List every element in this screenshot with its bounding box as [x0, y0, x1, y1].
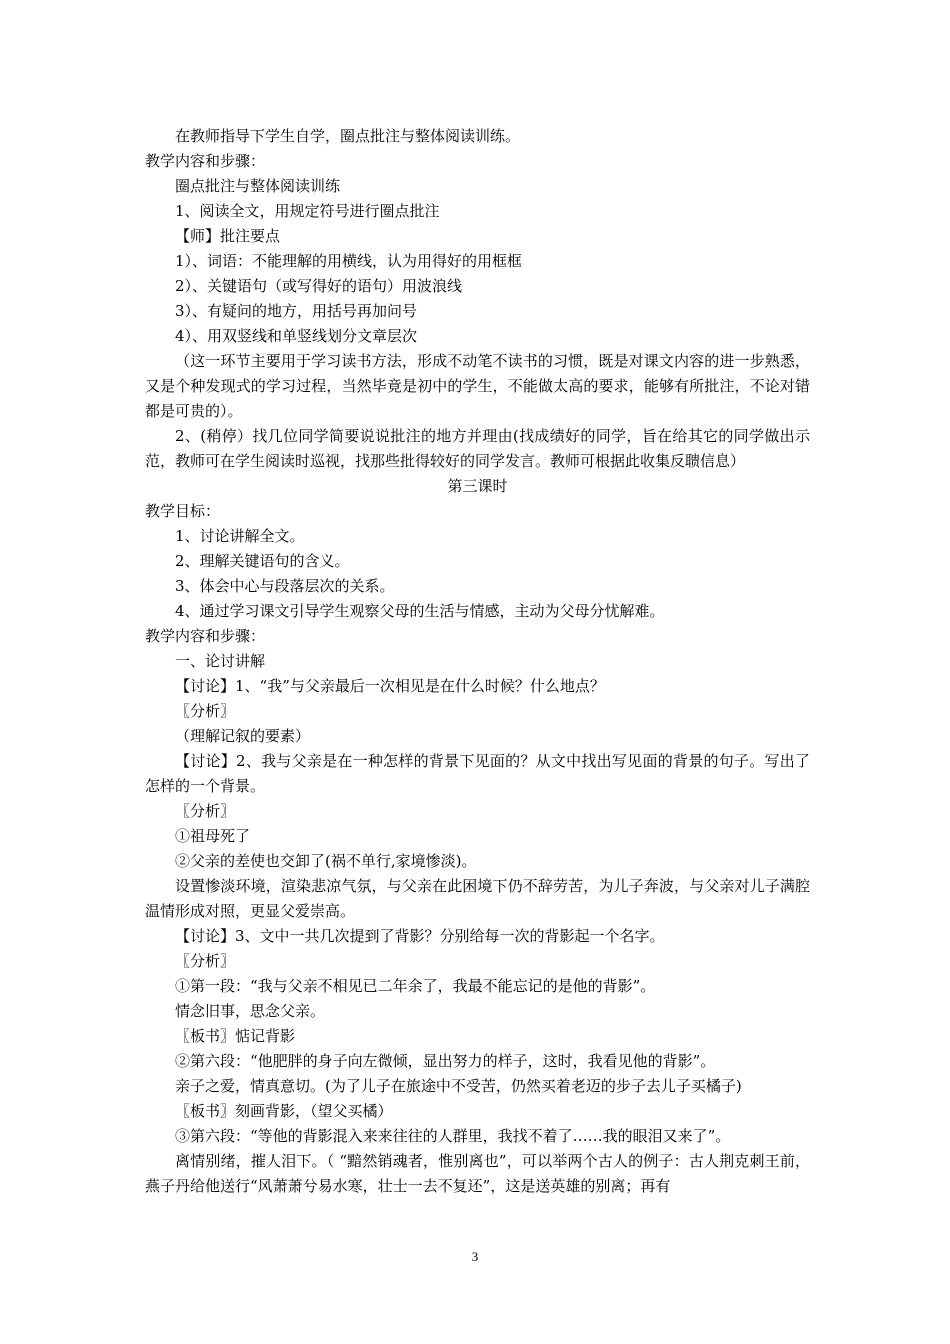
text-line: 圈点批注与整体阅读训练 [175, 177, 341, 195]
section-heading: 教学目标： [145, 502, 221, 520]
text-line: 一、论讨讲解 [175, 652, 266, 670]
list-item: 4、通过学习课文引导学生观察父母的生活与情感，主动为父母分忧解难。 [175, 602, 665, 620]
discussion-line: 【讨论】1、“我”与父亲最后一次相见是在什么时候？什么地点？ [175, 677, 605, 695]
list-item: 1、讨论讲解全文。 [175, 527, 305, 545]
list-item: 3、体会中心与段落层次的关系。 [175, 577, 395, 595]
discussion-paragraph: 【讨论】2、我与父亲是在一种怎样的背景下见面的？从文中找出写见面的背景的句子。写出了怎样的一个背景。 [145, 752, 810, 795]
page-number: 3 [471, 1249, 479, 1264]
text-line: 情念旧事，思念父亲。 [175, 1002, 326, 1020]
paragraph: 2、(稍停）找几位同学简要说说批注的地方并理由(找成绩好的同学，旨在给其它的同学做出示范，教师可在学生阅读时巡视，找那些批得较好的同学发言。教师可根据此收集反聩信息） [145, 427, 810, 470]
list-item: 4）、用双竖线和单竖线划分文章层次 [175, 327, 418, 345]
section-heading: 教学内容和步骤： [145, 152, 266, 170]
paragraph: （这一环节主要用于学习读书方法，形成不动笔不读书的习惯，既是对课文内容的进一步熟悉，又是个种发现式的学习过程，当然毕竟是初中的学生，不能做太高的要求，能够有所批注，不论对错都是可贵的）。 [145, 352, 810, 420]
text-line: 【师】批注要点 [175, 227, 281, 245]
board-note: 〖板书〗惦记背影 [175, 1027, 296, 1045]
text-line: ③第六段：“等他的背影混入来来往往的人群里，我找不着了……我的眼泪又来了”。 [175, 1127, 731, 1145]
text-line: ①第一段：“我与父亲不相见已二年余了，我最不能忘记的是他的背影”。 [175, 977, 656, 995]
analysis-label: 〖分析〗 [175, 702, 236, 720]
list-item: 1）、词语：不能理解的用横线，认为用得好的用框框 [175, 252, 523, 270]
list-item: 2、理解关键语句的含义。 [175, 552, 350, 570]
paragraph: 离情别绪，摧人泪下。（ “黯然销魂者，惟别离也”，可以举两个古人的例子：古人荆克刺王前，燕子丹给他送行“风萧萧兮易水寒，壮士一去不复还”，这是送英雄的别离；再有 [145, 1152, 810, 1195]
text-line: ①祖母死了 [175, 827, 251, 845]
text-line: 亲子之爱，情真意切。(为了儿子在旅途中不受苦，仍然买着老迈的步子去儿子买橘子) [175, 1077, 742, 1095]
text-line: 在教师指导下学生自学，圈点批注与整体阅读训练。 [175, 127, 521, 145]
section-heading: 教学内容和步骤： [145, 627, 266, 645]
list-item: 3）、有疑问的地方，用括号再加问号 [175, 302, 418, 320]
list-item: 2）、关键语句（或写得好的语句）用波浪线 [175, 277, 463, 295]
text-line: ②父亲的差使也交卸了(祸不单行,家境惨淡)。 [175, 852, 477, 870]
paragraph: 设置惨淡环境，渲染悲凉气氛，与父亲在此困境下仍不辞劳苦，为儿子奔波，与父亲对儿子满腔温情形成对照，更显父爱崇高。 [145, 877, 810, 920]
analysis-label: 〖分析〗 [175, 952, 236, 970]
text-line: ②第六段：“他肥胖的身子向左微倾，显出努力的样子，这时，我看见他的背影”。 [175, 1052, 716, 1070]
discussion-line: 【讨论】3、文中一共几次提到了背影？分别给每一次的背影起一个名字。 [175, 927, 665, 945]
text-line: （理解记叙的要素） [175, 727, 311, 745]
page-content [145, 124, 810, 1199]
lesson-title: 第三课时 [447, 477, 508, 495]
text-line: 1、阅读全文，用规定符号进行圈点批注 [175, 202, 440, 220]
board-note: 〖板书〗刻画背影，（望父买橘） [175, 1102, 393, 1120]
analysis-label: 〖分析〗 [175, 802, 236, 820]
